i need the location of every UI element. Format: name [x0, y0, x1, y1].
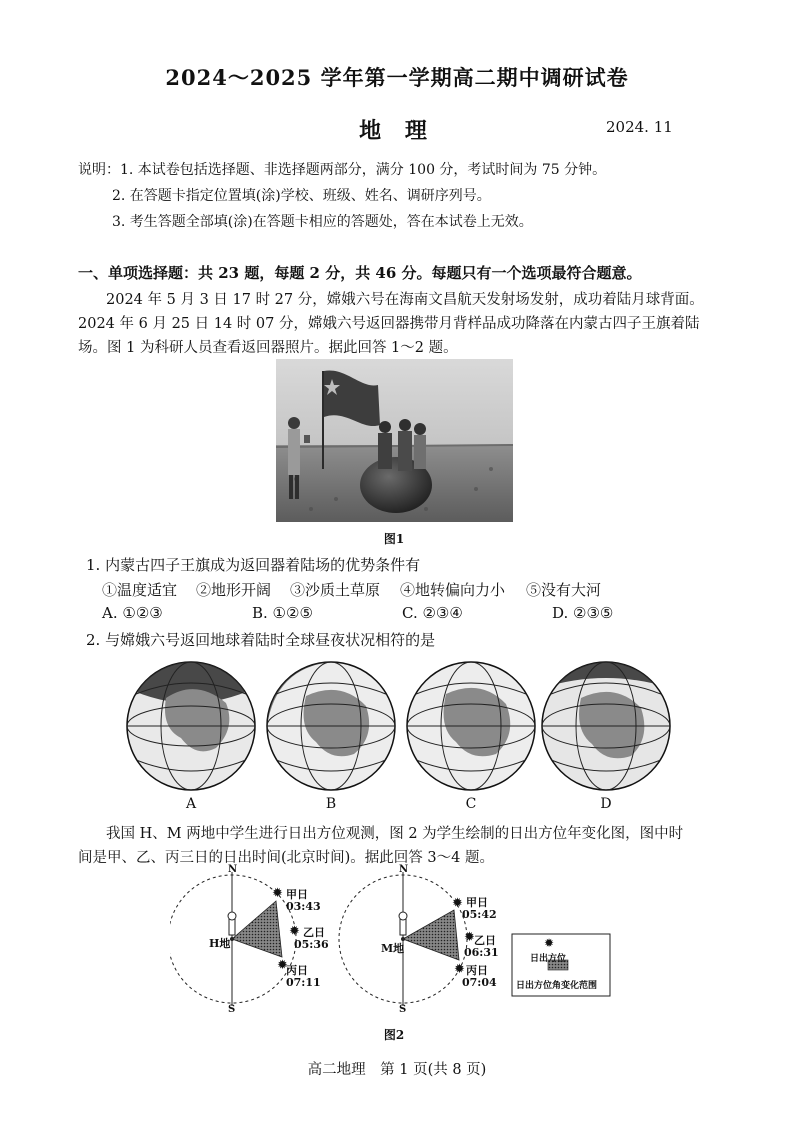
globe-label-d: D	[600, 796, 612, 812]
globe-d-icon[interactable]	[542, 662, 670, 790]
page-footer: 高二地理 第 1 页(共 8 页)	[307, 1062, 487, 1078]
m-day3-time: 07:04	[462, 976, 497, 989]
legend-range-label: 日出方位角变化范围	[516, 981, 598, 991]
exam-title: 2024～2025 学年第一学期高二期中调研试卷	[165, 65, 629, 90]
h-site-label: H地	[209, 937, 231, 950]
q1-option-d[interactable]: D. ②③⑤	[552, 604, 614, 622]
m-day2-time: 06:31	[464, 946, 499, 959]
figure2-caption: 图2	[383, 1028, 405, 1042]
q1-option-c[interactable]: C. ②③④	[402, 604, 463, 622]
h-day2-name: 乙日	[303, 926, 325, 939]
q1-stem: 1. 内蒙古四子王旗成为返回器着陆场的优势条件有	[86, 556, 421, 574]
h-day3-time: 07:11	[286, 976, 321, 989]
h-day2-time: 05:36	[294, 938, 329, 951]
q2-globes	[126, 658, 672, 794]
h-north-label: N	[228, 864, 238, 875]
sun-icon: ✹	[464, 930, 475, 945]
q1-item-5: ⑤没有大河	[526, 581, 602, 599]
q1-item-3: ③沙质土草原	[290, 581, 381, 599]
section-heading: 一、单项选择题：共 23 题，每题 2 分，共 46 分。每题只有一个选项最符合题意。	[78, 264, 642, 282]
sun-icon: ✹	[452, 896, 463, 911]
globe-label-a: A	[185, 796, 197, 812]
sun-icon: ✹	[289, 924, 300, 939]
sun-icon: ✹	[277, 958, 288, 973]
q1-item-1: ①温度适宜	[102, 581, 178, 599]
passage1-line-1: 2024 年 5 月 3 日 17 时 27 分，嫦娥六号在海南文昌航天发射场发射，成功着陆月球背面。	[106, 292, 704, 308]
globe-c-icon[interactable]	[407, 662, 535, 790]
m-day1-name: 甲日	[466, 896, 488, 909]
exam-date: 2024. 11	[606, 118, 673, 136]
landing-photo-illustration	[276, 359, 513, 522]
sun-icon: ✹	[272, 886, 283, 901]
m-day1-time: 05:42	[462, 908, 497, 921]
globe-label-c: C	[465, 796, 477, 812]
note-3: 3. 考生答题全部填(涂)在答题卡相应的答题处，答在本试卷上无效。	[112, 214, 533, 230]
m-site-label: M地	[381, 942, 405, 955]
passage2-line-2: 间是甲、乙、丙三日的日出时间(北京时间)。据此回答 3～4 题。	[78, 850, 494, 866]
passage1-line-3: 场。图 1 为科研人员查看返回器照片。据此回答 1～2 题。	[78, 340, 458, 356]
note-1: 说明：1. 本试卷包括选择题、非选择题两部分，满分 100 分，考试时间为 75 分钟。	[78, 162, 607, 178]
m-north-label: N	[399, 864, 409, 875]
q1-item-2: ②地形开阔	[196, 581, 272, 599]
figure1-photo	[276, 359, 513, 522]
q1-item-4: ④地转偏向力小	[400, 581, 506, 599]
note-2: 2. 在答题卡指定位置填(涂)学校、班级、姓名、调研序列号。	[112, 188, 491, 204]
h-day1-time: 03:43	[286, 900, 321, 913]
figure1-caption: 图1	[383, 532, 405, 546]
q2-stem: 2. 与嫦娥六号返回地球着陆时全球昼夜状况相符的是	[86, 631, 436, 649]
passage2-line-1: 我国 H、M 两地中学生进行日出方位观测，图 2 为学生绘制的日出方位年变化图，图中时	[106, 826, 684, 842]
m-south-label: S	[399, 1004, 407, 1015]
q1-option-b[interactable]: B. ①②⑤	[252, 604, 313, 622]
legend-sun-label: 日出方位	[530, 954, 567, 964]
h-day1-name: 甲日	[286, 888, 308, 901]
m-site-diagram	[339, 872, 467, 1006]
passage1-line-2: 2024 年 6 月 25 日 14 时 07 分，嫦娥六号返回器携带月背样品成功降落在内蒙古四子王旗着陆	[78, 316, 700, 332]
legend-sun-icon: ✹	[544, 936, 555, 950]
globe-a-icon[interactable]	[127, 658, 255, 790]
m-day3-name: 丙日	[466, 964, 488, 977]
subject-title: 地 理	[359, 118, 435, 144]
h-day3-name: 丙日	[286, 964, 308, 977]
globe-label-b: B	[325, 796, 337, 812]
q1-option-a[interactable]: A. ①②③	[102, 604, 163, 622]
m-day2-name: 乙日	[474, 934, 496, 947]
globe-b-icon[interactable]	[267, 662, 395, 790]
h-south-label: S	[228, 1004, 236, 1015]
sun-icon: ✹	[454, 962, 465, 977]
